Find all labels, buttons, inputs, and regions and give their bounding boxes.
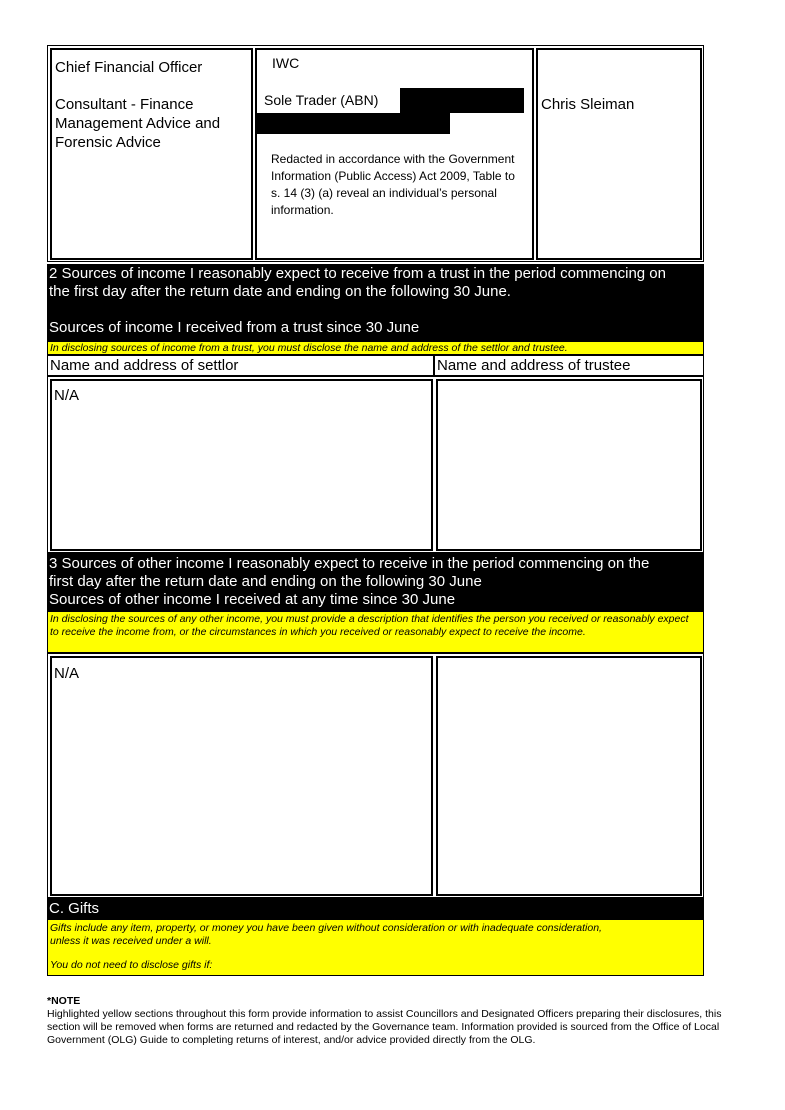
trustee-header	[434, 355, 704, 376]
person-name: Chris Sleiman	[541, 96, 635, 113]
section-2-heading-line: Sources of income I received from a trust since 30 June	[49, 319, 420, 336]
section-2-heading-line: the first day after the return date and ending on the following 30 June.	[49, 283, 511, 300]
redaction-block	[400, 88, 524, 113]
source-type: Sole Trader (ABN)	[264, 92, 379, 108]
section-2-heading	[47, 264, 704, 341]
trustee-field[interactable]	[436, 379, 702, 551]
section-c-heading	[47, 898, 704, 919]
settlor-header	[47, 355, 434, 376]
section-3-heading-line: Sources of other income I received at any time since 30 June	[49, 591, 456, 608]
section-c-heading-text: C. Gifts	[49, 900, 100, 917]
section-c-note-line: Gifts include any item, property, or money you have been given without consideration or with inadequate consideration,	[50, 922, 602, 934]
settlor-header-label: Name and address of settlor	[50, 357, 239, 374]
footer-note	[47, 995, 737, 1047]
redaction-note: Redacted in accordance with the Government Information (Public Access) Act 2009, Table to s. 14 (3) (a) reveal an individual’s personal information.	[271, 152, 515, 217]
section-c-note-line: unless it was received under a will.	[50, 934, 212, 947]
settlor-value: N/A	[54, 387, 80, 404]
section-2-heading-line: 2 Sources of income I reasonably expect to receive from a trust in the period commencing on	[49, 265, 666, 282]
section-2-note: In disclosing sources of income from a trust, you must disclose the name and address of the settlor and trustee.	[47, 341, 704, 355]
section-3-heading	[47, 553, 704, 611]
other-income-field-2[interactable]	[436, 656, 702, 896]
section-c-note	[47, 919, 704, 976]
position-title: Chief Financial Officer	[55, 59, 203, 76]
position-description: Consultant - Finance Management Advice and Forensic Advice	[55, 96, 221, 151]
section-c-note-line: You do not need to disclose gifts if:	[50, 959, 213, 971]
redaction-block	[257, 113, 450, 134]
source-name: IWC	[272, 55, 300, 71]
position-cell	[50, 48, 253, 260]
footer-note-title: *NOTE	[47, 995, 81, 1007]
person-cell	[536, 48, 702, 260]
section-3-heading-line: first day after the return date and ending on the following 30 June	[49, 573, 482, 590]
trustee-header-label: Name and address of trustee	[437, 357, 631, 374]
other-income-value: N/A	[54, 665, 80, 682]
section-3-heading-line: 3 Sources of other income I reasonably expect to receive in the period commencing on the	[49, 555, 650, 572]
source-cell	[255, 48, 534, 260]
settlor-field[interactable]	[50, 379, 433, 551]
footer-note-text: Highlighted yellow sections throughout this form provide information to assist Councillors and Designated Officers preparing their disclosures, this section will be removed when forms are returned and redacted by the Governance team. Information provided is sourced from the Office of Local Government (OLG) Guide to completing returns of interest, and/or advice provided directly from the OLG.	[47, 1008, 722, 1046]
section-3-note: In disclosing the sources of any other income, you must provide a description that identifies the person you received or reasonably expect to receive the income from, or the circumstances in which you received or reasonably expect to receive the income.	[47, 611, 704, 653]
other-income-field[interactable]	[50, 656, 433, 896]
